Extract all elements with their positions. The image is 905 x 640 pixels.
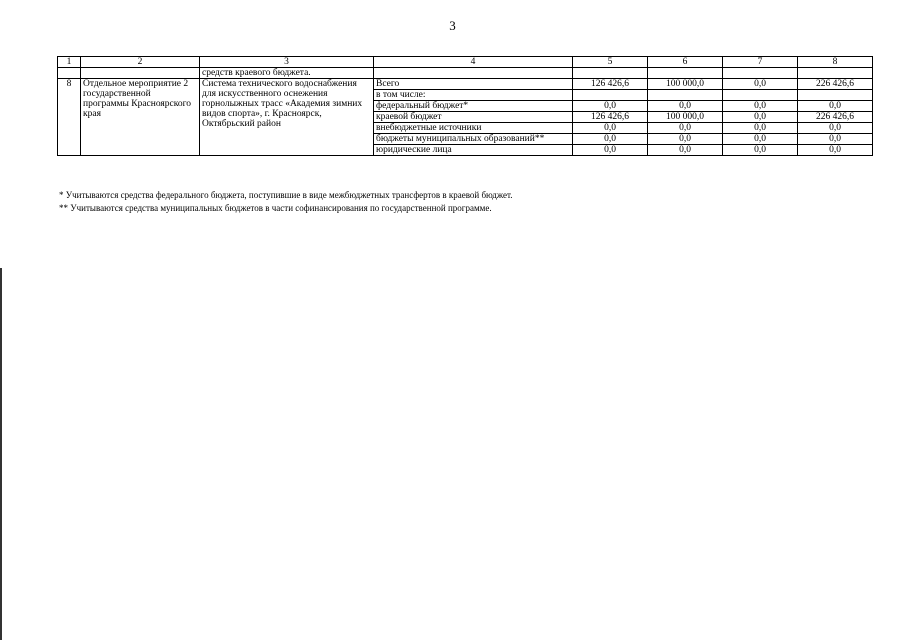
value-cell: 0,0 <box>573 145 648 156</box>
funding-source: юридические лица <box>374 145 573 156</box>
funding-source: внебюджетные источники <box>374 123 573 134</box>
funding-source: бюджеты муниципальных образований** <box>374 134 573 145</box>
funding-source: краевой бюджет <box>374 112 573 123</box>
object-description: Система технического водоснабжения для искусственного оснежения горнолыжных трасс «Академия зимних видов спорта», г. Красноярск, Октябрьский район <box>200 79 374 156</box>
measure-name: Отдельное мероприятие 2 государственной программы Красноярского края <box>81 79 200 156</box>
table-cell <box>723 68 798 79</box>
funding-source: в том числе: <box>374 90 573 101</box>
value-cell: 0,0 <box>798 123 873 134</box>
value-cell: 0,0 <box>723 79 798 90</box>
value-cell: 0,0 <box>723 145 798 156</box>
value-cell: 0,0 <box>798 101 873 112</box>
budget-table <box>57 56 873 156</box>
scan-edge-line <box>0 268 2 640</box>
value-cell: 226 426,6 <box>798 112 873 123</box>
value-cell: 0,0 <box>648 145 723 156</box>
value-cell: 0,0 <box>798 134 873 145</box>
column-number: 2 <box>81 57 200 68</box>
column-number: 7 <box>723 57 798 68</box>
table-cell <box>81 68 200 79</box>
page-number: 3 <box>449 18 456 33</box>
value-cell <box>648 90 723 101</box>
value-cell: 0,0 <box>723 101 798 112</box>
value-cell: 100 000,0 <box>648 112 723 123</box>
column-number: 1 <box>58 57 81 68</box>
value-cell: 0,0 <box>573 101 648 112</box>
table-row <box>58 79 873 90</box>
value-cell <box>723 90 798 101</box>
value-cell: 0,0 <box>648 123 723 134</box>
footnote-municipal: ** Учитываются средства муниципальных бюджетов в части софинансирования по государственной программе. <box>59 203 492 213</box>
column-number: 4 <box>374 57 573 68</box>
column-number: 5 <box>573 57 648 68</box>
value-cell: 0,0 <box>723 134 798 145</box>
value-cell: 0,0 <box>723 123 798 134</box>
value-cell <box>573 90 648 101</box>
carryover-row <box>58 68 873 79</box>
value-cell: 0,0 <box>798 145 873 156</box>
footnote-federal: * Учитываются средства федерального бюджета, поступившие в виде межбюджетных трансфертов в краевой бюджет. <box>59 190 513 200</box>
value-cell: 100 000,0 <box>648 79 723 90</box>
carryover-text: средств краевого бюджета. <box>200 68 374 79</box>
table-cell <box>798 68 873 79</box>
table-cell <box>573 68 648 79</box>
value-cell: 226 426,6 <box>798 79 873 90</box>
column-number: 6 <box>648 57 723 68</box>
value-cell: 0,0 <box>648 101 723 112</box>
table-cell <box>648 68 723 79</box>
value-cell: 0,0 <box>573 123 648 134</box>
value-cell: 0,0 <box>573 134 648 145</box>
table-cell <box>58 68 81 79</box>
value-cell: 0,0 <box>648 134 723 145</box>
column-number-row <box>58 57 873 68</box>
table-cell <box>374 68 573 79</box>
column-number: 3 <box>200 57 374 68</box>
value-cell: 126 426,6 <box>573 79 648 90</box>
value-cell: 126 426,6 <box>573 112 648 123</box>
funding-source: Всего <box>374 79 573 90</box>
column-number: 8 <box>798 57 873 68</box>
item-number: 8 <box>58 79 81 156</box>
footnotes <box>59 189 513 215</box>
value-cell <box>798 90 873 101</box>
funding-source: федеральный бюджет* <box>374 101 573 112</box>
value-cell: 0,0 <box>723 112 798 123</box>
